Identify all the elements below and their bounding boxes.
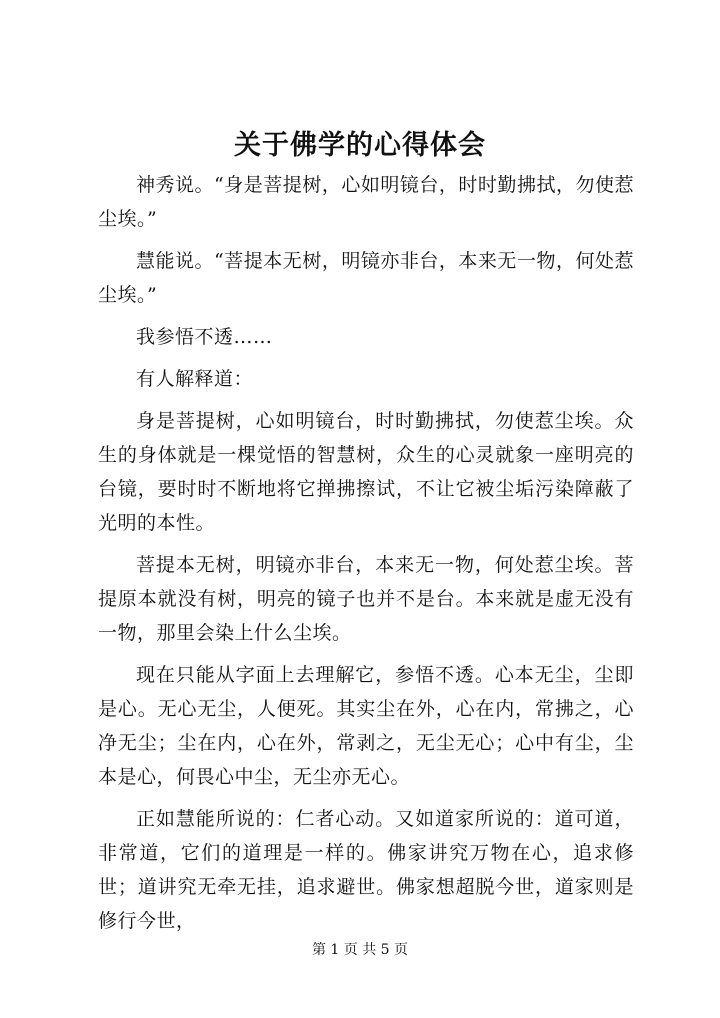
paragraph-7: 现在只能从字面上去理解它，参悟不透。心本无尘，尘即是心。无心无尘，人便死。其实尘在外，心在内，常拂之，心净无尘；尘在内，心在外，常剥之，无尘无心；心中有尘，尘本是心，何畏心中尘，无尘亦无心。 — [98, 664, 634, 788]
paragraph-4: 有人解释道： — [136, 368, 254, 390]
document-title: 关于佛学的心得体会 — [234, 130, 486, 161]
paragraph-1: 神秀说。“身是菩提树，心如明镜台，时时勤拂拭，勿使惹尘埃。” — [98, 174, 634, 230]
document-body — [98, 168, 634, 938]
paragraph-3: 我参悟不透…… — [136, 326, 273, 348]
paragraph-6: 菩提本无树，明镜亦非台，本来无一物，何处惹尘埃。菩提原本就没有树，明亮的镜子也并不是台。本来就是虚无没有一物，那里会染上什么尘埃。 — [98, 554, 634, 644]
paragraph-2: 慧能说。“菩提本无树，明镜亦非台，本来无一物，何处惹尘埃。” — [98, 250, 634, 306]
page-number: 第 1 页 共 5 页 — [311, 942, 409, 958]
paragraph-8: 正如慧能所说的：仁者心动。又如道家所说的：道可道，非常道，它们的道理是一样的。佛家讲究万物在心，追求修世；道讲究无牵无挂，追求避世。佛家想超脱今世，道家则是修行今世， — [98, 808, 634, 932]
paragraph-5: 身是菩提树，心如明镜台，时时勤拂拭，勿使惹尘埃。众生的身体就是一棵觉悟的智慧树，众生的心灵就象一座明亮的台镜，要时时不断地将它掸拂擦试，不让它被尘垢污染障蔽了光明的本性。 — [98, 410, 634, 534]
